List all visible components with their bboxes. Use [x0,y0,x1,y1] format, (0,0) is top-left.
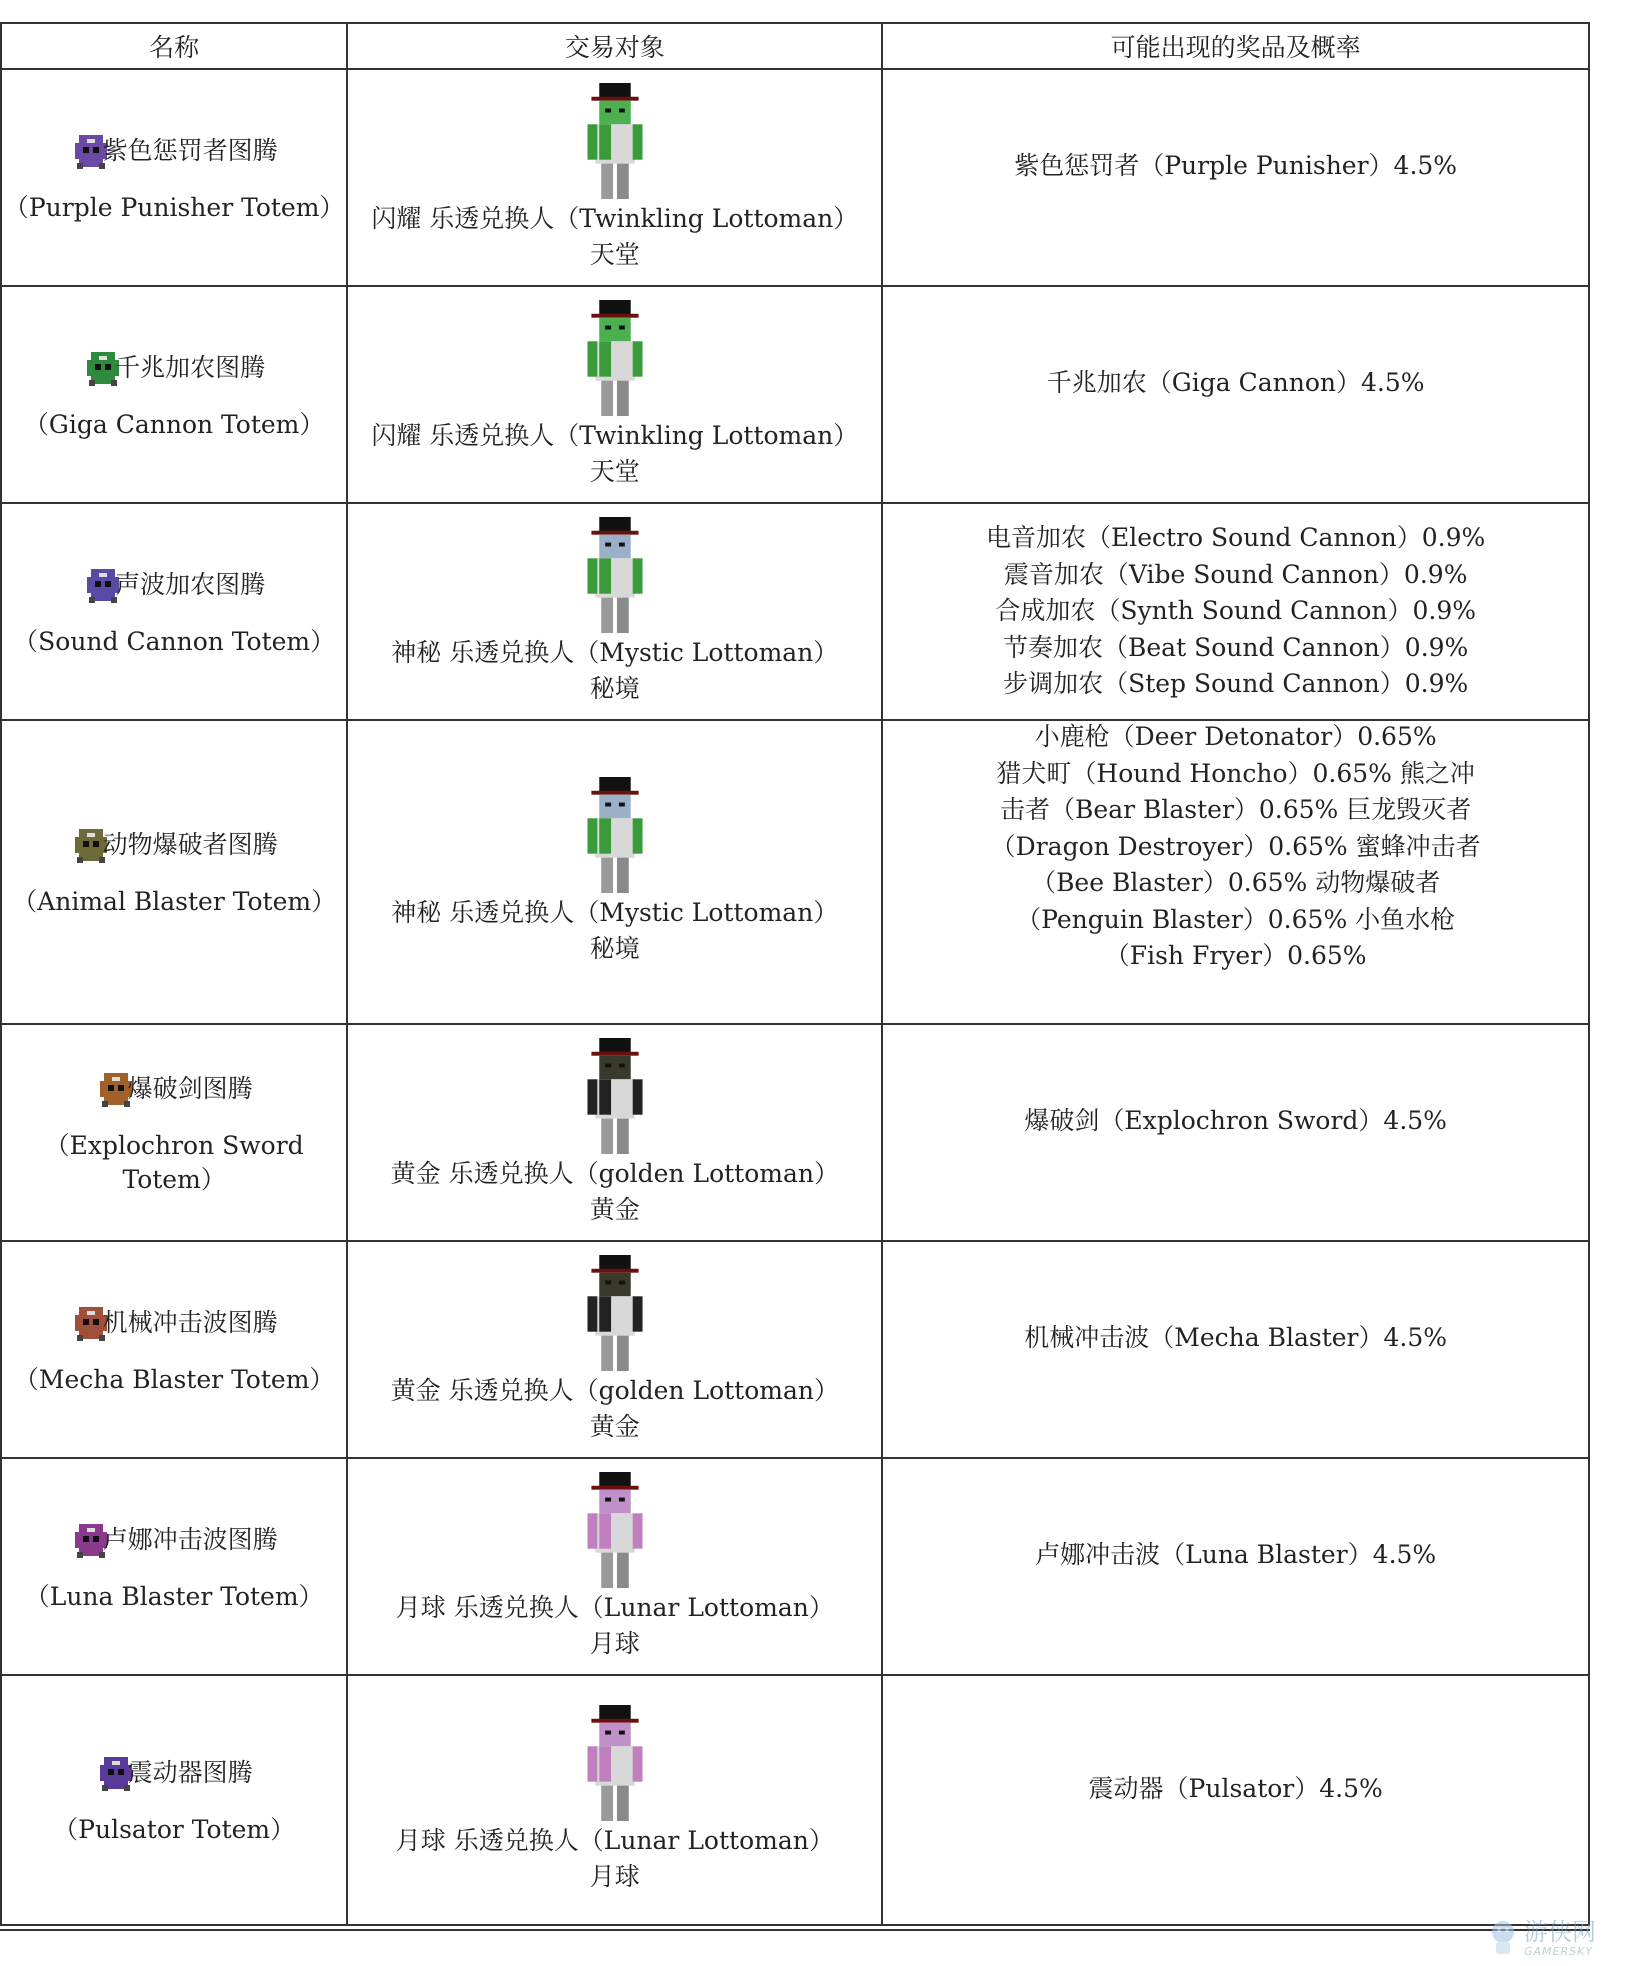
trader-location: 黄金 [589,1194,640,1224]
prize-entry: 千兆加农（Giga Cannon）4.5% [1046,368,1425,398]
prize-entry: 合成加农（Synth Sound Cannon）0.9% [995,596,1476,626]
header-prizes: 可能出现的奖品及概率 [882,23,1589,69]
trader-location: 天堂 [589,239,640,269]
prizes-cell [882,69,1589,286]
header-name: 名称 [1,23,347,69]
prize-entry: 电音加农（Electro Sound Cannon）0.9% [986,523,1486,553]
header-trader: 交易对象 [347,23,882,69]
trader-name: 神秘 乐透兑换人（Mystic Lottoman） [391,637,839,667]
name-cell [1,1024,347,1241]
totem-name-zh: 爆破剑图腾 [127,1073,253,1103]
prizes-cell [882,1458,1589,1675]
lottoman-figure [587,517,643,635]
totem-name-en: （Giga Cannon Totem） [23,409,325,439]
name-cell [1,1241,347,1458]
trader-name: 月球 乐透兑换人（Lunar Lottoman） [395,1826,834,1855]
table-row [1,1675,1589,1925]
lottoman-figure [587,1472,643,1590]
trader-name: 神秘 乐透兑换人（Mystic Lottoman） [391,898,839,927]
totem-name-zh: 震动器图腾 [127,1758,253,1787]
trader-name: 黄金 乐透兑换人（golden Lottoman） [390,1158,839,1188]
trader-location: 秘境 [589,673,640,703]
lottoman-figure [587,300,643,418]
prize-entry: 震音加农（Vibe Sound Cannon）0.9% [1003,559,1468,589]
trader-cell [347,1241,882,1458]
table-row [1,1024,1589,1241]
table-row [1,503,1589,720]
totem-name-en: （Mecha Blaster Totem） [13,1364,335,1394]
table-row [1,286,1589,503]
lottoman-figure [587,83,643,201]
lottoman-figure [587,1705,643,1823]
prize-entry: （Dragon Destroyer）0.65% 蜜蜂冲击者 [990,831,1481,861]
prize-entry: 卢娜冲击波（Luna Blaster）4.5% [1035,1540,1437,1570]
lottoman-figure [587,777,643,895]
prizes-cell [882,503,1589,720]
watermark [1486,1918,1596,1958]
lottoman-figure [587,1255,643,1373]
trader-cell [347,503,882,720]
trader-cell [347,1675,882,1925]
totem-name-zh: 声波加农图腾 [115,569,266,599]
trader-cell [347,720,882,1024]
trader-name: 闪耀 乐透兑换人（Twinkling Lottoman） [371,420,859,450]
prize-entry: 击者（Bear Blaster）0.65% 巨龙毁灭者 [1000,795,1472,825]
prize-entry: 紫色惩罚者（Purple Punisher）4.5% [1014,151,1458,181]
trader-name: 黄金 乐透兑换人（golden Lottoman） [390,1375,839,1405]
trader-location: 黄金 [589,1411,640,1441]
mascot-logo-icon [1486,1918,1520,1958]
totem-name-en: （Sound Cannon Totem） [13,626,336,656]
prize-entry: 爆破剑（Explochron Sword）4.5% [1024,1106,1447,1136]
prize-entry: 机械冲击波（Mecha Blaster）4.5% [1024,1323,1448,1353]
name-cell [1,1458,347,1675]
prize-entry: 震动器（Pulsator）4.5% [1088,1773,1383,1803]
prizes-cell [882,1241,1589,1458]
totem-name-zh: 动物爆破者图腾 [102,830,278,859]
prize-entry: 小鹿枪（Deer Detonator）0.65% [1034,722,1437,752]
prize-entry: （Bee Blaster）0.65% 动物爆破者 [1031,868,1441,898]
trader-cell [347,286,882,503]
totem-name-zh: 千兆加农图腾 [115,352,266,382]
name-cell [1,1675,347,1925]
trader-name: 月球 乐透兑换人（Lunar Lottoman） [395,1592,834,1622]
name-cell [1,286,347,503]
table-row [1,720,1589,1024]
prize-entry: 猎犬町（Hound Honcho）0.65% 熊之冲 [996,758,1475,788]
name-cell [1,503,347,720]
trader-location: 秘境 [589,934,640,963]
trader-cell [347,1458,882,1675]
prize-entry: 步调加农（Step Sound Cannon）0.9% [1003,669,1469,699]
totem-name-en: （Purple Punisher Totem） [3,192,345,222]
bottom-rule [0,1929,1590,1931]
totem-trade-table [0,22,1590,1926]
totem-name-zh: 紫色惩罚者图腾 [102,135,278,165]
totem-name-zh: 机械冲击波图腾 [102,1307,278,1337]
trader-name: 闪耀 乐透兑换人（Twinkling Lottoman） [371,203,859,233]
trader-cell [347,69,882,286]
totem-name-en: （Luna Blaster Totem） [24,1581,324,1611]
name-cell [1,69,347,286]
trader-cell [347,1024,882,1241]
totem-name-en: （Pulsator Totem） [53,1815,296,1844]
prizes-cell [882,1024,1589,1241]
name-cell [1,720,347,1024]
totem-name-zh: 卢娜冲击波图腾 [102,1524,278,1554]
prizes-cell [882,1675,1589,1925]
lottoman-figure [587,1038,643,1156]
prize-entry: （Penguin Blaster）0.65% 小鱼水枪 [1016,904,1456,934]
header-row [1,23,1589,69]
totem-name-en: （Animal Blaster Totem） [12,887,337,916]
trader-location: 月球 [589,1862,640,1891]
table-row [1,69,1589,286]
table-row [1,1458,1589,1675]
prizes-cell [882,720,1589,1024]
prize-entry: （Fish Fryer）0.65% [1104,941,1367,971]
watermark-en: GAMERSKY [1524,1944,1594,1958]
prizes-cell [882,286,1589,503]
trader-location: 月球 [589,1628,640,1658]
prize-entry: 节奏加农（Beat Sound Cannon）0.9% [1003,632,1469,662]
totem-name-en: （Explochron Sword Totem） [44,1130,304,1194]
trader-location: 天堂 [589,456,640,486]
table-row [1,1241,1589,1458]
watermark-cn: 游侠网 [1524,1917,1596,1946]
